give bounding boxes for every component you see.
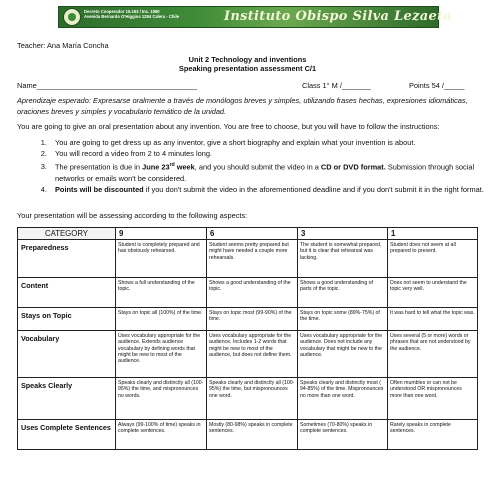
rubric-cell: Stays on topic most (99-90%) of the time. — [207, 308, 298, 331]
rubric-cell: The student is somewhat prepared, but it is clear that rehearsal was lacking. — [298, 240, 388, 278]
rubric-cell: Often mumbles or can not be understood OR mispronounces more than one word. — [388, 378, 478, 420]
rubric-table — [17, 227, 478, 450]
rubric-cell: Uses vocabulary appropriate for the audience. Does not include any vocabulary that might be new to the audience. — [298, 331, 388, 378]
rubric-cell: Student seems pretty prepared but might have needed a couple more rehearsals. — [207, 240, 298, 278]
rubric-cell: Speaks clearly and distinctly most ( 94-85%) of the time. Mispronounces no more than one word. — [298, 378, 388, 420]
rubric-cell: Always (99-100% of time) speaks in complete sentences. — [116, 420, 207, 450]
rubric-cell: It was hard to tell what the topic was. — [388, 308, 478, 331]
rubric-category: Content — [18, 278, 116, 308]
rubric-header-score: 1 — [388, 228, 478, 240]
rubric-header-score: 6 — [207, 228, 298, 240]
assessment-title: Speaking presentation assessment C/1 — [178, 64, 317, 73]
rubric-cell: Uses vocabulary appropriate for the audience. Extends audience vocabulary by defining words that might be new to most of the audience. — [116, 331, 207, 378]
teacher-line: Teacher: Ana María Concha — [17, 41, 109, 50]
rubric-row — [18, 278, 478, 308]
format-requirement: CD or DVD format. — [320, 162, 386, 172]
rubric-header-category: CATEGORY — [18, 228, 116, 240]
rubric-header-score: 3 — [298, 228, 388, 240]
rubric-cell: Student is completely prepared and has obviously rehearsed. — [116, 240, 207, 278]
learning-objective: Aprendizaje esperado: Expresarse oralmente a través de monólogos breves y simples, utilizando frases hechas, expresiones idiomáticas, oraciones breves y simples y vocabulario temático de la unidad. — [17, 96, 468, 117]
rubric-row — [18, 240, 478, 278]
instruction-text: Submission through social networks or emails won't be considered. — [55, 162, 475, 183]
rubric-cell: Does not seem to understand the topic very well. — [388, 278, 478, 308]
rubric-cell: Speaks clearly and distinctly all (100-95%) the time, and mispronounces no words. — [116, 378, 207, 420]
rubric-cell: Mostly (80-98%) speaks in complete sentences. — [207, 420, 298, 450]
rubric-cell: Uses vocabulary appropriate for the audience. Includes 1-2 words that might be new to most of the audience, but does not define them. — [207, 331, 298, 378]
instruction-item — [49, 137, 494, 148]
rubric-category: Uses Complete Sentences — [18, 420, 116, 450]
instruction-text: You are going to get dress up as any inventor, give a short biography and explain what your invention is about. — [55, 138, 416, 147]
school-name: Instituto Obispo Silva Lezaeta — [224, 9, 453, 24]
name-field[interactable]: Name_______________________________________ — [17, 81, 198, 90]
rubric-cell: Stays on topic all (100%) of the time. — [116, 308, 207, 331]
instructions-list — [35, 137, 494, 196]
due-date-suffix: rd — [169, 161, 175, 168]
rubric-row — [18, 308, 478, 331]
rubric-cell: Rarely speaks in complete sentences. — [388, 420, 478, 450]
rubric-row — [18, 331, 478, 378]
instruction-text: You will record a video from 2 to 4 minutes long. — [55, 149, 213, 159]
rubric-category: Stays on Topic — [18, 308, 116, 331]
rubric-header-score: 9 — [116, 228, 207, 240]
banner-subtitle-line2: Avenida Bernardo O'Higgins 1284 Calera - Chile — [84, 14, 180, 20]
banner-subtitle-line1: Decreto Cooperador 16.183 / Inc. 1980 — [84, 9, 160, 14]
instruction-text: , and you should submit the video in a — [194, 162, 321, 172]
rubric-cell: Uses several (5 or more) words or phrases that are not understood by the audience. — [388, 331, 478, 378]
rubric-row — [18, 378, 478, 420]
rubric-row — [18, 420, 478, 450]
rubric-cell: Shows a good understanding of the topic. — [207, 278, 298, 308]
banner-subtitle — [84, 9, 219, 19]
intro-paragraph: You are going to give an oral presentation about any invention. You are free to choose, but you will have to follow the instructions: — [17, 122, 440, 131]
rubric-category: Speaks Clearly — [18, 378, 116, 420]
rubric-header-row — [18, 228, 478, 240]
rubric-cell: Sometimes (70-80%) speaks in complete sentences. — [298, 420, 388, 450]
school-banner — [58, 6, 453, 28]
due-date-week: week — [174, 162, 195, 172]
rubric-cell: Student does not seem at all prepared to present. — [388, 240, 478, 278]
rubric-category: Preparedness — [18, 240, 116, 278]
discount-warning: Points will be discounted — [55, 185, 144, 195]
rubric-cell: Shows a good understanding of parts of the topic. — [298, 278, 388, 308]
instruction-item — [49, 184, 494, 195]
outro-paragraph: Your presentation will be assessing according to the following aspects: — [17, 211, 248, 220]
points-field[interactable]: Points 54 /_____ — [409, 81, 465, 90]
instruction-item — [49, 160, 494, 184]
rubric-category: Vocabulary — [18, 331, 116, 378]
rubric-cell: Shows a full understanding of the topic. — [116, 278, 207, 308]
rubric-cell: Speaks clearly and distinctly all (100-95%) the time, but mispronounces one word. — [207, 378, 298, 420]
rubric-cell: Stays on topic some (89%-75%) of the time. — [298, 308, 388, 331]
unit-title: Unit 2 Technology and inventions — [188, 55, 307, 64]
due-date: June 23 — [142, 162, 170, 172]
class-field[interactable]: Class 1° M /_______ — [302, 81, 371, 90]
instruction-item — [49, 148, 494, 159]
school-seal-icon — [63, 8, 81, 26]
instruction-text: if you don't submit the video in the aforementioned deadline and if you don't submit it in the right format. — [143, 185, 484, 195]
instruction-text: The presentation is due in — [55, 162, 143, 172]
